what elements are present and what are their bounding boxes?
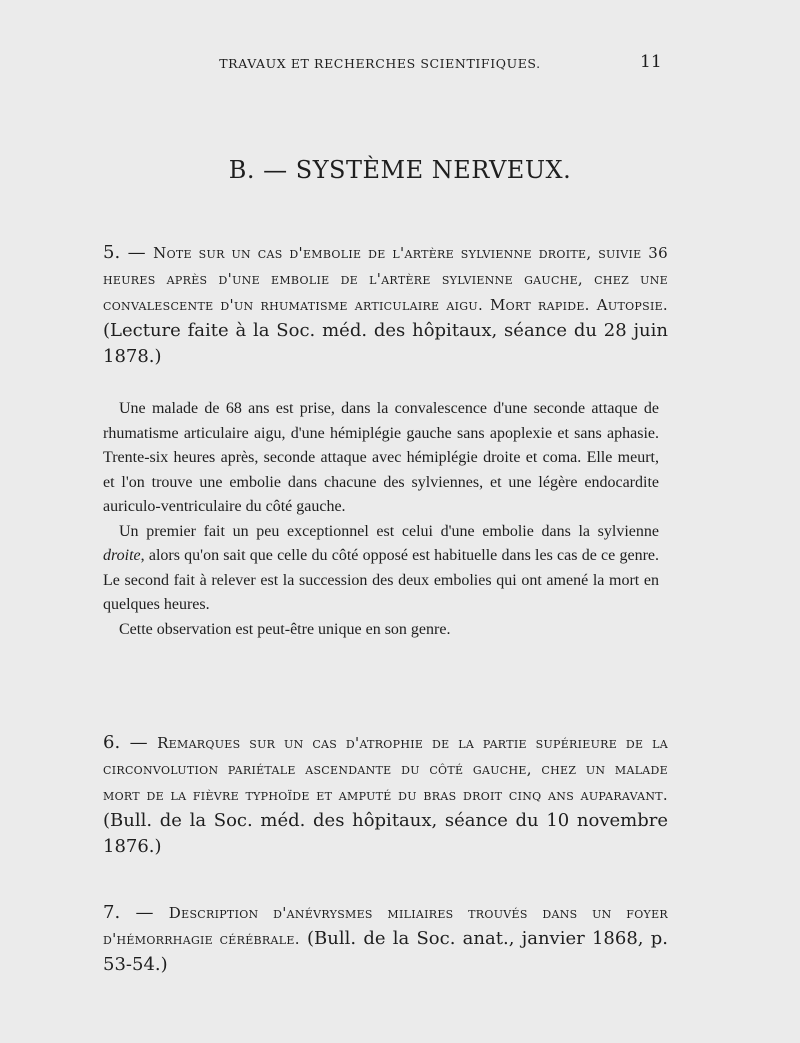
abstract-body: [103, 397, 659, 642]
entry-number: 7. —: [103, 902, 154, 923]
entry-6: [103, 730, 668, 860]
abstract-paragraph-1: Une malade de 68 ans est prise, dans la convalescence d'une seconde attaque de rhumatisme articulaire aigu, d'une hémiplégie gauche sans apoplexie et sans aphasie. Trente-six heures après, seconde attaque avec hémiplégie droite et coma. Elle meurt, et l'on trouve une embolie dans chacune des sylviennes, et une légère endocardite auriculo-ventriculaire du côté gauche.: [103, 400, 659, 515]
entry-5: [103, 240, 668, 370]
entry-number: 5. —: [103, 242, 146, 263]
section-title: B. — SYSTÈME NERVEUX.: [228, 156, 572, 184]
entry-reference: (Bull. de la Soc. anat., janvier 1868, p. 53-54.): [103, 928, 668, 975]
entry-title: Note sur un cas d'embolie de l'artère sylvienne droite, suivie 36 heures après d'une embolie de l'artère sylvienne gauche, chez une convalescente d'un rhumatisme articulaire aigu. Mort rapide. Autopsie.: [103, 244, 668, 314]
abstract-paragraph-2: Un premier fait un peu exceptionnel est celui d'une embolie dans la sylvienne droite, alors qu'on sait que celle du côté opposé est habituelle dans les cas de ce genre. Le second fait à relever est la succession des deux embolies qui ont amené la mort en quelques heures.: [103, 522, 659, 613]
running-head: TRAVAUX ET RECHERCHES SCIENTIFIQUES.: [219, 56, 541, 71]
abstract-paragraph-3: Cette observation est peut-être unique en son genre.: [119, 620, 451, 638]
entry-reference: (Lecture faite à la Soc. méd. des hôpitaux, séance du 28 juin 1878.): [103, 320, 668, 367]
entry-reference: (Bull. de la Soc. méd. des hôpitaux, séance du 10 novembre 1876.): [103, 810, 668, 857]
entry-number: 6. —: [103, 732, 148, 753]
entry-title: Remarques sur un cas d'atrophie de la partie supérieure de la circonvolution pariétale ascendante du côté gauche, chez un malade mort de la fièvre typhoïde et amputé du bras droit cinq ans auparavant.: [103, 734, 668, 804]
entry-title: Description d'anévrysmes miliaires trouvés dans un foyer d'hémorrhagie cérébrale.: [103, 904, 668, 948]
page-number: 11: [640, 52, 662, 72]
entry-7: [103, 900, 668, 978]
italic-word: droite: [103, 547, 141, 564]
